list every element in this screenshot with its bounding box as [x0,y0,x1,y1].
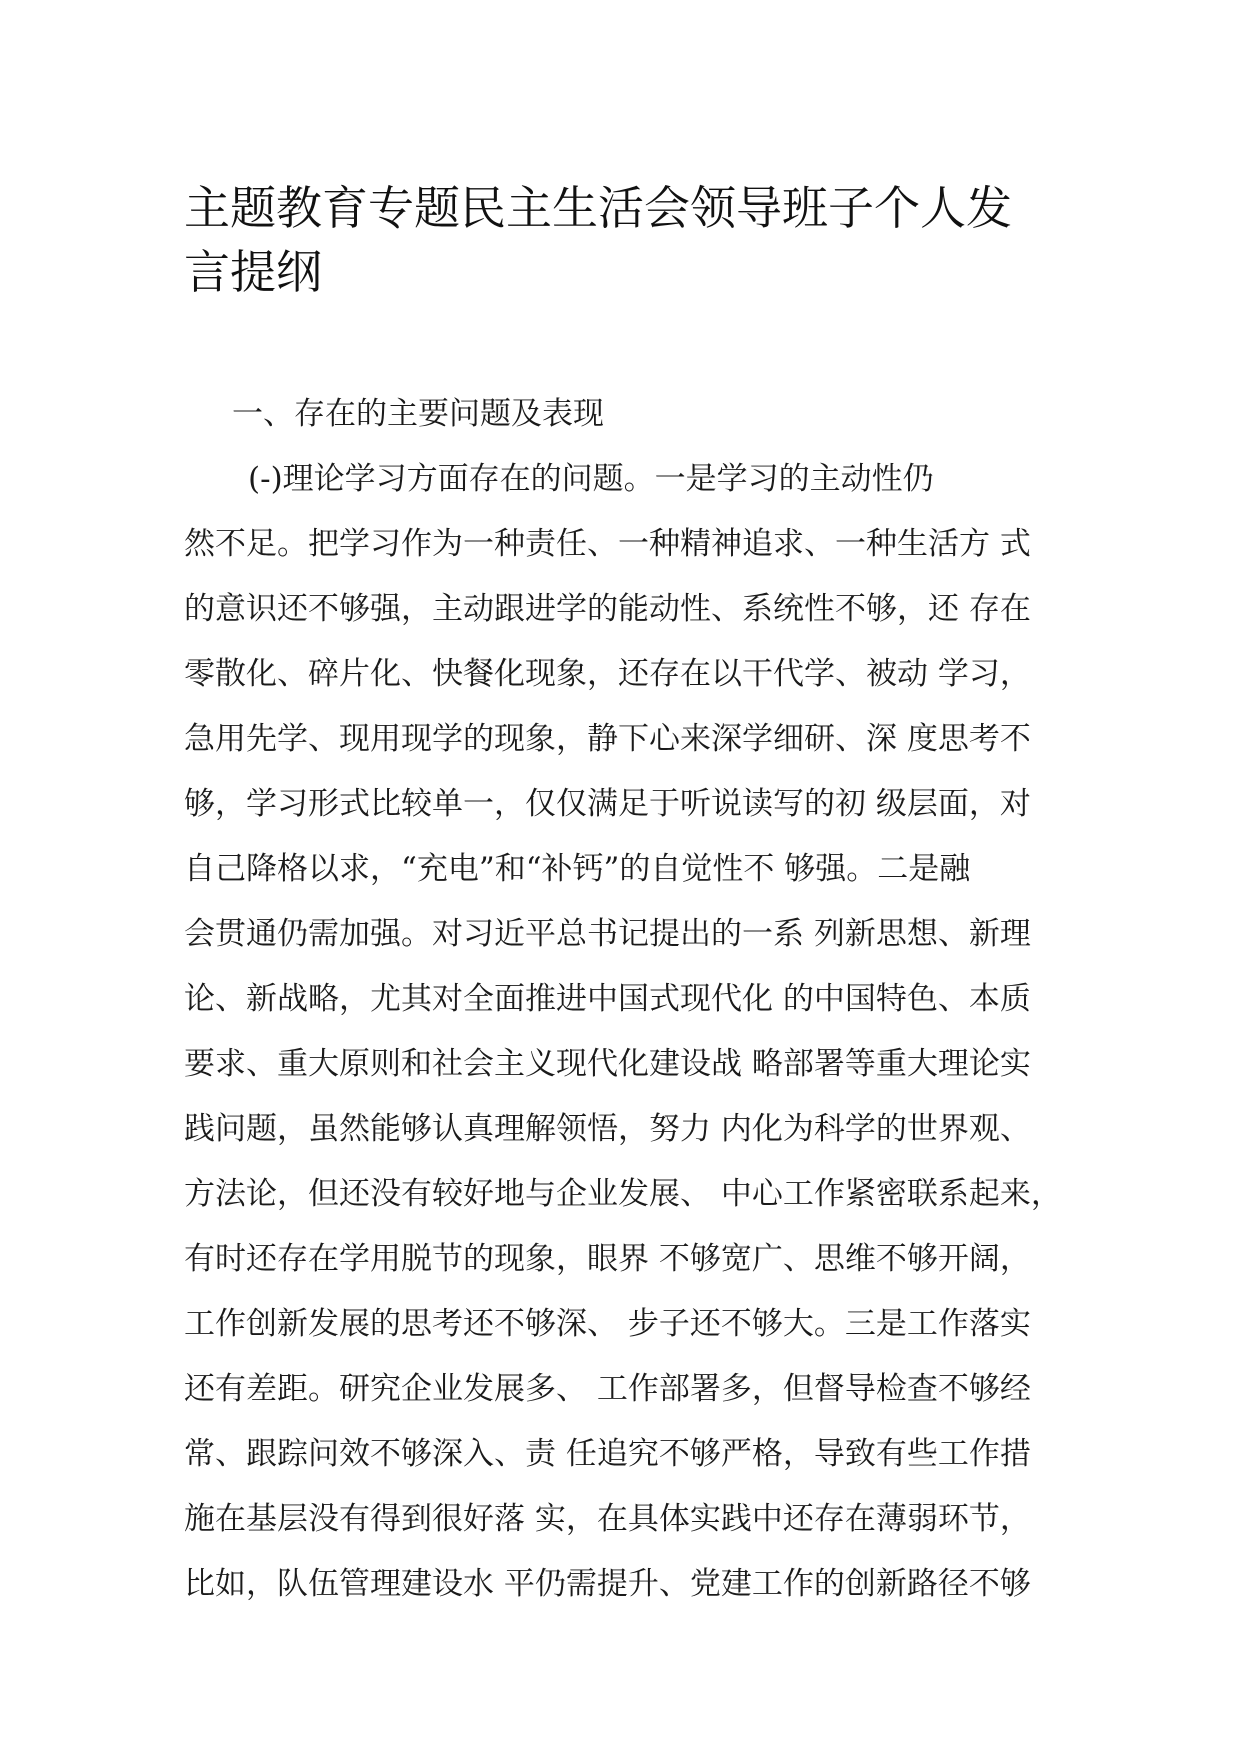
paragraph-line: 还有差距。研究企业发展多、 工作部署多，但督导检查不够经 [184,1371,1031,1407]
document-title-line-1: 主题教育专题民主生活会领导班子个人发 [184,181,1012,235]
paragraph-line: 践问题，虽然能够认真理解领悟，努力 内化为科学的世界观、 [184,1111,1031,1147]
paragraph-line: 的意识还不够强，主动跟进学的能动性、系统性不够，还 存在 [184,591,1031,627]
paragraph-line: 零散化、碎片化、快餐化现象，还存在以干代学、被动 学习， [184,656,1031,692]
paragraph-line: 够，学习形式比较单一，仅仅满足于听说读写的初 级层面，对 [184,786,1031,822]
paragraph-line: 然不足。把学习作为一种责任、一种精神追求、一种生活方 式 [184,526,1031,562]
paragraph-line: 施在基层没有得到很好落 实，在具体实践中还存在薄弱环节， [184,1501,1031,1537]
paragraph-line: 会贯通仍需加强。对习近平总书记提出的一系 列新思想、新理 [184,916,1031,952]
document-title-line-2: 言提纲 [184,245,322,299]
paragraph-line: (-)理论学习方面存在的问题。一是学习的主动性仍 [248,461,934,497]
paragraph-line: 工作创新发展的思考还不够深、 步子还不够大。三是工作落实 [184,1306,1031,1342]
paragraph-line: 有时还存在学用脱节的现象，眼界 不够宽广、思维不够开阔， [184,1241,1031,1277]
paragraph-line: 自己降格以求，“充电”和“补钙”的自觉性不 够强。二是融 [184,851,971,887]
paragraph-line: 要求、重大原则和社会主义现代化建设战 略部署等重大理论实 [184,1046,1031,1082]
section-heading: 一、存在的主要问题及表现 [232,396,604,432]
paragraph-line: 论、新战略，尤其对全面推进中国式现代化 的中国特色、本质 [184,981,1031,1017]
paragraph-line: 比如，队伍管理建设水 平仍需提升、党建工作的创新路径不够 [184,1566,1031,1602]
paragraph-line: 方法论，但还没有较好地与企业发展、 中心工作紧密联系起来， [184,1176,1062,1212]
paragraph-line: 急用先学、现用现学的现象，静下心来深学细研、深 度思考不 [184,721,1031,757]
paragraph-line: 常、跟踪问效不够深入、责 任追究不够严格，导致有些工作措 [184,1436,1031,1472]
